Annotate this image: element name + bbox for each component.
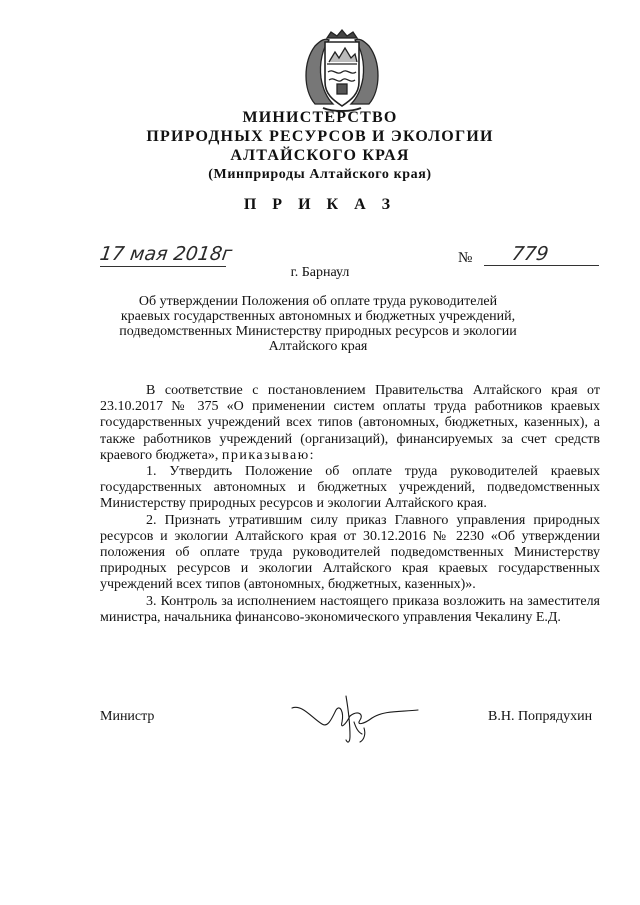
intro-text: В соответствие с постановлением Правительства Алтайского края от 23.10.2017 № 375 «О применении систем оплаты труда работников краевых государственных учреждений всех типов (автономных, бюджетных, казенных), а также работников учреждений (организаций), финансируемых за счет средств краевого бюджета»,: [100, 383, 600, 463]
intro-paragraph: [100, 383, 600, 464]
item-3: 3. Контроль за исполнением настоящего приказа возложить на заместителя министра, начальника финансово-экономического управления Чекалину Е.Д.: [100, 593, 600, 625]
signatory-position: Министр: [100, 709, 155, 724]
number-label: №: [458, 250, 473, 266]
order-title: П Р И К А З: [243, 196, 397, 213]
subject-line-1: Об утверждении Положения об оплате труда руководителей: [138, 294, 498, 309]
ministry-line-1: МИНИСТЕРСТВО: [242, 109, 398, 126]
intro-command: приказываю:: [221, 447, 316, 463]
handwritten-signature: [288, 688, 428, 746]
subject-line-3: подведомственных Министерству природных ресурсов и экологии: [119, 324, 517, 339]
handwritten-number: 779: [510, 243, 550, 265]
handwritten-date: 17 мая 2018г: [98, 243, 234, 265]
ministry-line-3: АЛТАЙСКОГО КРАЯ: [230, 147, 410, 164]
city: г. Барнаул: [290, 265, 350, 280]
subject-line-4: Алтайского края: [268, 339, 368, 354]
order-subject: [118, 294, 518, 354]
ministry-line-2: ПРИРОДНЫХ РЕСУРСОВ И ЭКОЛОГИИ: [146, 128, 494, 145]
subject-line-2: краевых государственных автономных и бюджетных учреждений,: [120, 309, 516, 324]
signatory-name: В.Н. Попрядухин: [488, 709, 593, 724]
item-1: 1. Утвердить Положение об оплате труда руководителей краевых государственных автономных и бюджетных учреждений, подведомственных Министерству природных ресурсов и экологии Алтайского края.: [100, 464, 600, 512]
order-body: [100, 383, 600, 626]
ministry-header: [0, 108, 640, 184]
item-2: 2. Признать утратившим силу приказ Главного управления природных ресурсов и экологии Алтайского края от 30.12.2016 № 2230 «Об утверждении положения об оплате труда руководителей подведомственных Министерству природных ресурсов и экологии Алтайского края краевых государственных учреждений всех типов (автономных, бюджетных, казенных)».: [100, 512, 600, 593]
coat-of-arms-emblem: [301, 28, 383, 112]
ministry-short-name: (Минприроды Алтайского края): [208, 167, 432, 182]
